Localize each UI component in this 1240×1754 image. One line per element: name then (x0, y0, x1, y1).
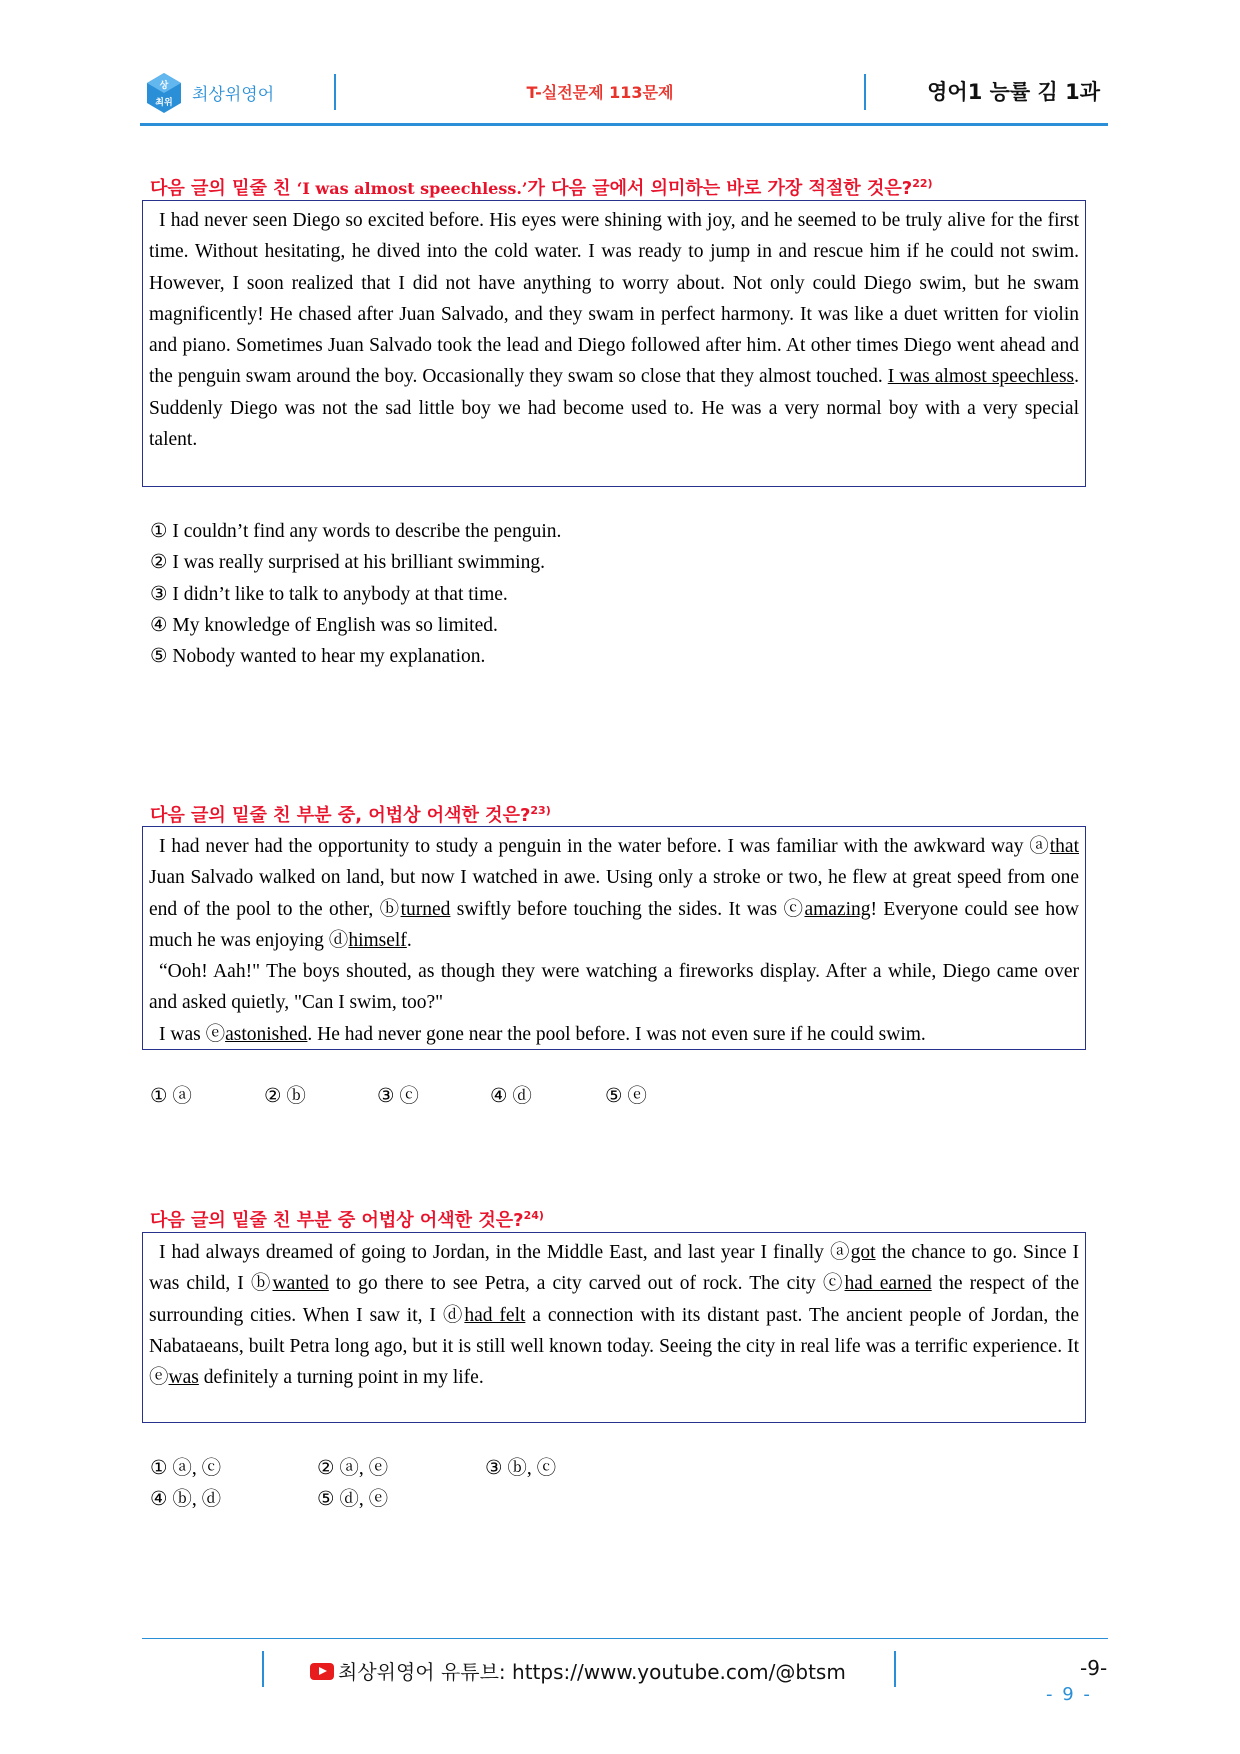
option-4[interactable]: ④ ⓑ, ⓓ (150, 1489, 222, 1510)
option-5[interactable]: ⑤ ⓓ, ⓔ (317, 1489, 389, 1510)
svg-text:최위: 최위 (155, 98, 173, 108)
question-23-passage: I had never had the opportunity to study a penguin in the water before. I was familiar with the awkward way ⓐthat Juan Salvado walked on land, but now I watched in awe. Using only a stroke or two, he flew at great speed from one end of the pool to the other, ⓑturned swiftly before touching the sides. It was ⓒamazing! Everyone could see how much he was enjoying ⓓhimself. “Ooh! Aah!" The boys shouted, as though they were watching a fireworks display. After a while, Diego came over and asked quietly, "Can I swim, too?" I was ⓔastonished. He had never gone near the pool before. I was not even sure if he could swim. (142, 826, 1086, 1050)
footer-youtube-link[interactable]: 최상위영어 유튜브: https://www.youtube.com/@btsm (310, 1656, 846, 1685)
option-2[interactable]: ② I was really surprised at his brilliant swimming. (150, 552, 545, 574)
header-right-title: 영어1 능률 김 1과 (927, 80, 1100, 104)
svg-text:상: 상 (159, 81, 169, 91)
option-5[interactable]: ⑤ ⓔ (605, 1086, 647, 1107)
option-3[interactable]: ③ I didn’t like to talk to anybody at that time. (150, 583, 508, 605)
option-1[interactable]: ① I couldn’t find any words to describe the penguin. (150, 521, 562, 542)
option-4[interactable]: ④ ⓓ (490, 1086, 532, 1107)
footer-divider (894, 1651, 896, 1687)
question-22-passage: I had never seen Diego so excited before. His eyes were shining with joy, and he seemed to be truly alive for the first time. Without hesitating, he dived into the cold water. I was ready to jump in and rescue him if he could not swim. However, I soon realized that I did not have anything to worry about. Not only could Diego swim, but he swam magnificently! He chased after Juan Salvado, and they swam in perfect harmony. It was like a duet written for violin and piano. Sometimes Juan Salvado took the lead and Diego followed after him. At other times Diego went ahead and the penguin swam around the boy. Occasionally they swam so close that they almost touched. I was almost speechless. Suddenly Diego was not the sad little boy we had become used to. He was a very normal boy with a very special talent. (142, 200, 1086, 487)
header-divider (334, 74, 336, 110)
option-2[interactable]: ② ⓐ, ⓔ (317, 1458, 389, 1479)
question-23-title: 다음 글의 밑줄 친 부분 중, 어법상 어색한 것은?$^{23)}$ (150, 804, 551, 826)
header-center-title: T-실전문제 113문제 (526, 83, 674, 102)
brand-name: 최상위영어 (192, 85, 275, 105)
question-24-options (150, 1453, 750, 1515)
footer-rule (142, 1638, 1108, 1639)
logo-icon (146, 72, 182, 114)
option-1[interactable]: ① ⓐ, ⓒ (150, 1458, 222, 1479)
question-23-options (150, 1081, 750, 1112)
question-24-passage: I had always dreamed of going to Jordan, in the Middle East, and last year I finally ⓐgot the chance to go. Since I was child, I ⓑwanted to go there to see Petra, a city carved out of rock. The city ⓒhad earned the respect of the surrounding cities. When I saw it, I ⓓhad felt a connection with its distant past. The ancient people of Jordan, the Nabataeans, built Petra long ago, but it is still well known today. Seeing the city in real life was a terrific experience. It ⓔwas definitely a turning point in my life. (142, 1232, 1086, 1423)
option-1[interactable]: ① ⓐ (150, 1086, 192, 1107)
underlined-phrase: I was almost speechless (887, 366, 1075, 388)
question-22-title: 다음 글의 밑줄 친 ‘I was almost speechless.’가 다음 글에서 의미하는 바로 가장 적절한 것은?$^{22)}$ (150, 177, 933, 199)
youtube-icon (310, 1663, 334, 1680)
header-divider (864, 74, 866, 110)
option-3[interactable]: ③ ⓑ, ⓒ (485, 1458, 557, 1479)
page-number-secondary: - 9 - (1046, 1684, 1092, 1705)
option-4[interactable]: ④ My knowledge of English was so limited. (150, 614, 498, 636)
footer-divider (262, 1651, 264, 1687)
header-rule (140, 123, 1108, 126)
question-22-options (150, 516, 561, 672)
page-number: -9- (1080, 1656, 1108, 1680)
question-24-title: 다음 글의 밑줄 친 부분 중 어법상 어색한 것은?$^{24)}$ (150, 1209, 544, 1231)
option-2[interactable]: ② ⓑ (264, 1086, 306, 1107)
option-3[interactable]: ③ ⓒ (377, 1086, 419, 1107)
option-5[interactable]: ⑤ Nobody wanted to hear my explanation. (150, 646, 486, 668)
